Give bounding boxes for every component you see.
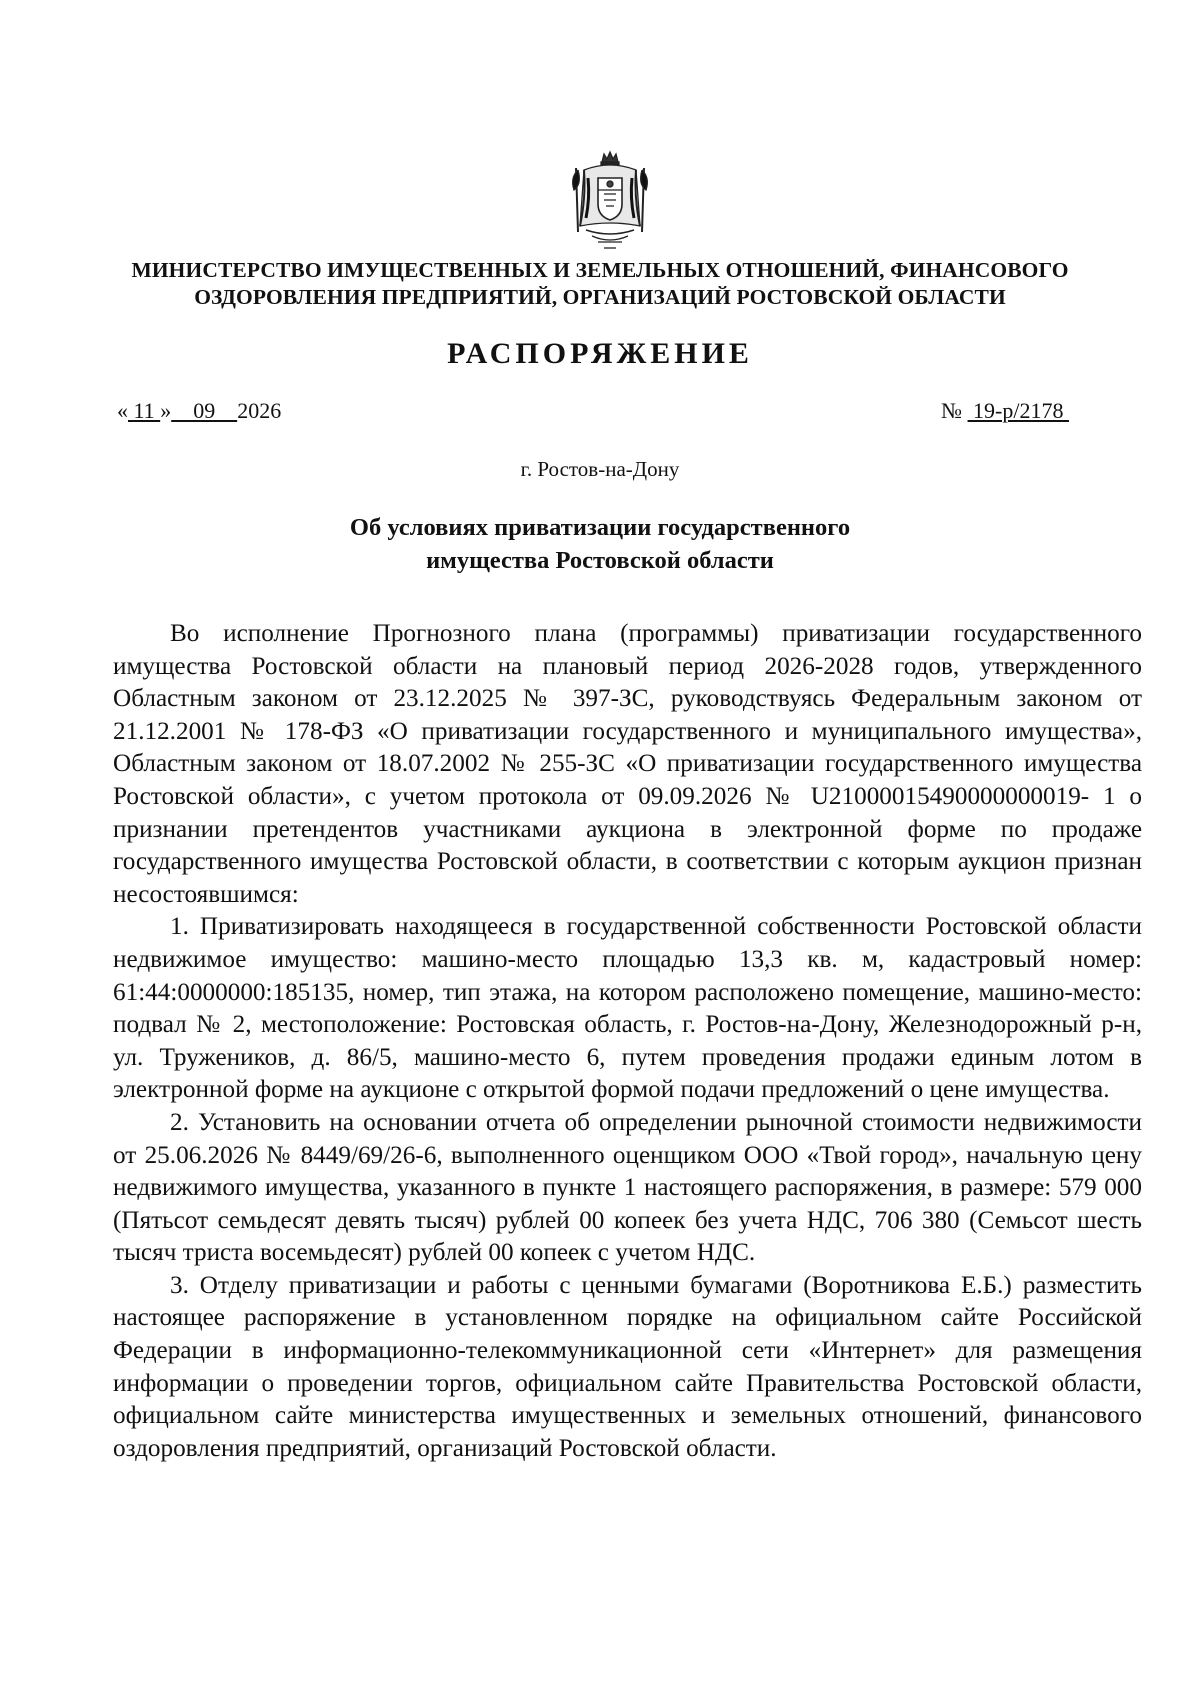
number-value: 19-р/2178 — [967, 398, 1069, 423]
date-close-quote: » — [160, 398, 172, 423]
date-month: 09 — [171, 398, 238, 423]
coat-of-arms-icon — [568, 148, 652, 254]
document-type: РАСПОРЯЖЕНИЕ — [447, 337, 753, 370]
ministry-name-line1: МИНИСТЕРСТВО ИМУЩЕСТВЕННЫХ И ЗЕМЕЛЬНЫХ ОТНОШЕНИЙ, ФИНАНСОВОГО — [131, 258, 1069, 282]
document-body — [113, 618, 1142, 1465]
preamble-paragraph: Во исполнение Прогнозного плана (программы) приватизации государственного имущества Ростовской области на плановый период 2026-2028 годов, утвержденного Областным законом от 23.12.2025 № 397-ЗС, руководствуясь Федеральным законом от 21.12.2001 № 178-ФЗ «О приватизации государственного и муниципального имущества», Областным законом от 18.07.2002 № 255-ЗС «О приватизации государственного имущества Ростовской области», с учетом протокола от 09.09.2026 № U21000015490000000019- 1 о признании претендентов участниками аукциона в электронной форме по продаже государственного имущества Ростовской области, в соответствии с которым аукцион признан несостоявшимся: — [113, 620, 1142, 908]
clause-1-paragraph: 1. Приватизировать находящееся в государственной собственности Ростовской области недвижимое имущество: машино-место площадью 13,3 кв. м, кадастровый номер: 61:44:0000000:185135, номер, тип этажа, на котором расположено помещение, машино-место: подвал № 2, местоположение: Ростовская область, г. Ростов-на-Дону, Железнодорожный р-н, ул. Тружеников, д. 86/5, машино-место 6, путем проведения продажи единым лотом в электронной форме на аукционе с открытой формой подачи предложений о цене имущества. — [113, 913, 1142, 1104]
document-title-line1: Об условиях приватизации государственного — [349, 514, 851, 541]
issue-city: г. Ростов-на-Дону — [520, 457, 680, 481]
clause-2-paragraph: 2. Установить на основании отчета об определении рыночной стоимости недвижимости от 25.06.2026 № 8449/69/26-6, выполненного оценщиком ООО «Твой город», начальную цену недвижимого имущества, указанного в пункте 1 настоящего распоряжения, в размере: 579 000 (Пятьсот семьдесят девять тысяч) рублей 00 копеек без учета НДС, 706 380 (Семьсот шесть тысяч триста восемьдесят) рублей 00 копеек с учетом НДС. — [113, 1108, 1142, 1267]
ministry-name-line2: ОЗДОРОВЛЕНИЯ ПРЕДПРИЯТИЙ, ОРГАНИЗАЦИЙ РОСТОВСКОЙ ОБЛАСТИ — [194, 285, 1006, 309]
ministry-name — [100, 257, 1100, 311]
document-date — [117, 397, 281, 425]
number-sign: № — [941, 398, 968, 423]
date-open-quote: « — [117, 398, 128, 423]
clause-3-paragraph: 3. Отделу приватизации и работы с ценными бумагами (Воротникова Е.Б.) разместить настоящее распоряжение в установленном порядке на официальном сайте Российской Федерации в информационно-телекоммуникационной сети «Интернет» для размещения информации о проведении торгов, официальном сайте Правительства Ростовской области, официальном сайте министерства имущественных и земельных отношений, финансового оздоровления предприятий, организаций Ростовской области. — [113, 1271, 1142, 1462]
date-day: 11 — [128, 398, 161, 423]
document-title-line2: имущества Ростовской области — [426, 547, 774, 574]
date-year: 2026 — [237, 398, 282, 423]
document-number — [941, 397, 1069, 425]
document-title — [200, 511, 1000, 577]
